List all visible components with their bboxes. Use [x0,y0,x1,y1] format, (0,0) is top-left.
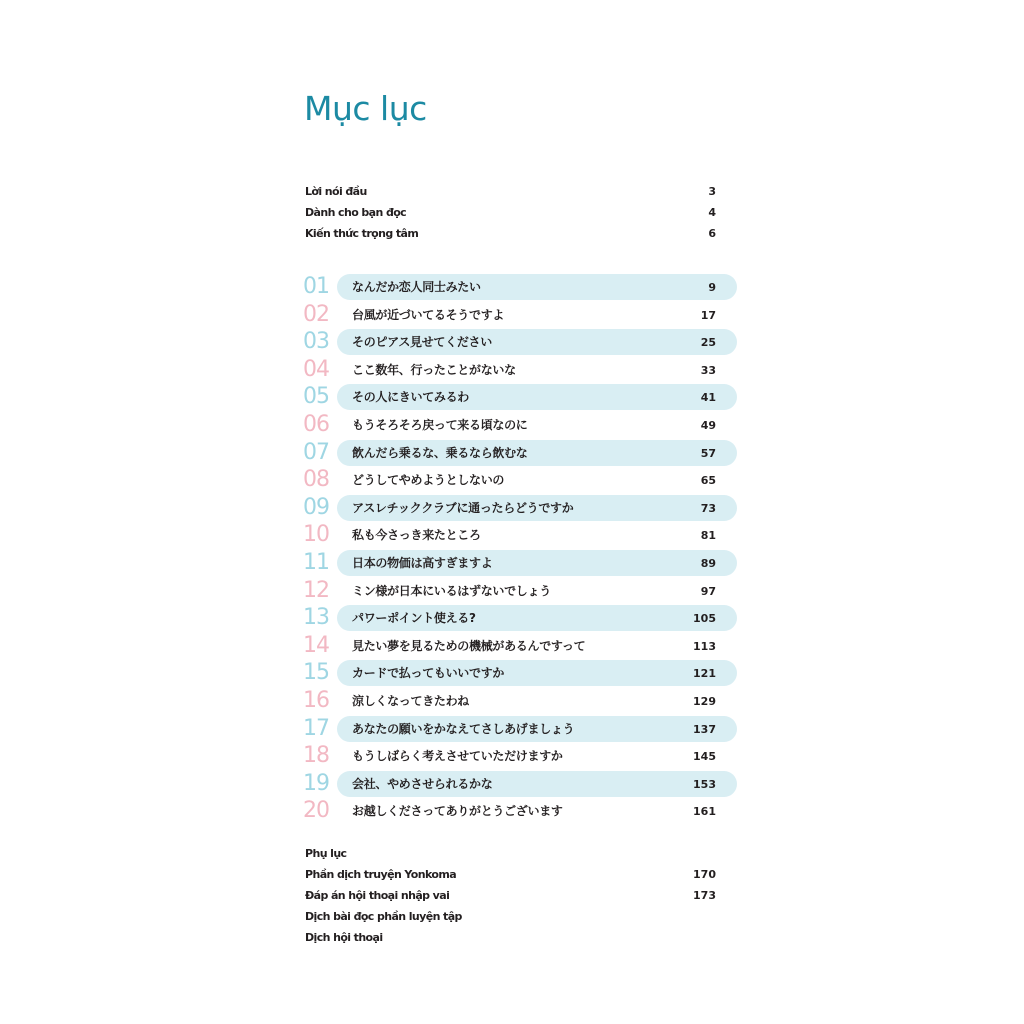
chapter-row[interactable] [303,383,739,411]
chapter-row[interactable] [303,466,739,494]
chapter-number: 17 [303,715,329,741]
chapter-page-number: 129 [693,694,716,708]
chapter-row[interactable] [303,494,739,522]
chapter-row[interactable] [303,632,739,660]
chapter-page-number: 49 [700,418,716,432]
chapter-title: なんだか恋人同士みたい [352,280,481,294]
appendix-label: Đáp án hội thoại nhập vai [305,889,450,902]
front-matter-label: Dành cho bạn đọc [305,206,407,219]
appendix-item[interactable] [305,909,716,930]
chapter-row[interactable] [303,301,739,329]
chapter-row[interactable] [303,742,739,770]
chapter-number: 15 [303,660,329,686]
chapter-title: ここ数年、行ったことがないな [352,362,516,377]
appendix-label: Dịch bài đọc phần luyện tập [305,910,462,923]
chapter-row[interactable] [303,715,739,743]
chapter-page-number: 113 [693,639,716,653]
chapter-title: 涼しくなってきたわね [352,693,470,708]
chapter-page-number: 65 [700,474,716,488]
front-matter-item[interactable] [305,184,716,205]
chapter-number: 13 [303,605,329,631]
chapter-title: お越しくださってありがとうございます [352,804,563,819]
chapter-page-number: 145 [693,750,716,764]
appendix-item[interactable] [305,867,716,888]
chapter-number: 18 [303,743,329,769]
chapter-number: 02 [303,301,329,327]
chapter-number: 14 [303,632,329,658]
chapter-page-number: 33 [700,363,716,377]
chapter-page-number: 121 [693,667,716,681]
chapter-title: 見たい夢を見るための機械があるんですって [352,638,586,653]
chapter-title: もうしばらく考えさせていただけますか [352,749,563,764]
appendix-page: 173 [693,889,716,902]
chapter-title: そのピアス見せてください [352,335,492,350]
chapter-page-number: 9 [708,281,716,294]
chapter-number: 12 [303,577,329,603]
chapter-number: 04 [303,356,329,382]
appendix-list [305,846,716,951]
chapter-number: 07 [303,439,329,465]
front-matter-page: 6 [708,227,716,240]
chapter-page-number: 57 [700,446,716,460]
chapter-page-number: 25 [700,336,716,350]
chapter-number: 01 [303,274,329,299]
front-matter-label: Lời nói đầu [305,185,367,198]
front-matter-page: 3 [708,185,716,198]
chapter-page-number: 81 [700,529,716,543]
chapter-title: アスレチッククラブに通ったらどうですか [352,500,574,515]
chapter-row[interactable] [303,549,739,577]
chapter-page-number: 73 [700,501,716,515]
chapter-number: 10 [303,522,329,548]
chapter-title: どうしてやめようとしないの [352,473,505,488]
chapter-title: カードで払ってもいいですか [352,666,505,681]
chapter-title: あなたの願いをかなえてさしあげましょう [352,721,575,736]
chapter-title: もうそろそろ戻って来る頃なのに [352,417,528,432]
appendix-heading [305,846,716,867]
chapter-title: 日本の物価は高すぎますよ [352,555,493,570]
chapter-page-number: 17 [700,308,716,322]
chapter-row[interactable] [303,521,739,549]
chapter-title: 飲んだら乗るな、乗るなら飲むな [352,445,528,460]
chapter-page-number: 161 [693,805,716,819]
chapter-row[interactable] [303,439,739,467]
chapter-row[interactable] [303,770,739,798]
chapter-row[interactable] [303,411,739,439]
chapter-number: 06 [303,411,329,437]
front-matter-list [305,184,716,247]
chapter-page-number: 41 [700,391,716,405]
front-matter-page: 4 [708,206,716,219]
appendix-item[interactable] [305,930,716,951]
chapter-row[interactable] [303,273,739,301]
chapter-number: 03 [303,329,329,355]
chapter-row[interactable] [303,687,739,715]
chapter-row[interactable] [303,356,739,384]
chapter-title: その人にきいてみるわ [352,390,470,405]
chapter-row[interactable] [303,577,739,605]
chapter-number: 09 [303,494,329,520]
chapter-number: 16 [303,687,329,713]
front-matter-item[interactable] [305,226,716,247]
chapter-number: 05 [303,384,329,410]
chapter-number: 08 [303,467,329,493]
chapter-page-number: 97 [700,584,716,598]
chapter-number: 11 [303,549,329,575]
appendix-item[interactable] [305,888,716,909]
chapter-title: 会社、やめさせられるかな [352,776,493,791]
chapter-title: 台風が近づいてるそうですよ [352,307,505,322]
chapter-page-number: 153 [693,777,716,791]
appendix-label: Phụ lục [305,847,347,860]
chapter-page-number: 137 [693,722,716,736]
chapter-page-number: 105 [693,612,716,626]
chapter-page-number: 89 [700,556,716,570]
chapter-title: パワーポイント使える? [352,611,476,626]
chapter-list [303,273,739,825]
chapter-row[interactable] [303,328,739,356]
chapter-title: ミン様が日本にいるはずないでしょう [352,583,551,598]
appendix-page: 170 [693,868,716,881]
front-matter-item[interactable] [305,205,716,226]
chapter-number: 20 [303,798,329,824]
chapter-title: 私も今さっき来たところ [352,528,481,543]
chapter-row[interactable] [303,797,739,825]
chapter-row[interactable] [303,604,739,632]
appendix-label: Phần dịch truyện Yonkoma [305,868,457,881]
chapter-number: 19 [303,770,329,796]
chapter-row[interactable] [303,659,739,687]
front-matter-label: Kiến thức trọng tâm [305,227,419,240]
page-title: Mục lục [304,89,427,128]
appendix-label: Dịch hội thoại [305,931,383,944]
